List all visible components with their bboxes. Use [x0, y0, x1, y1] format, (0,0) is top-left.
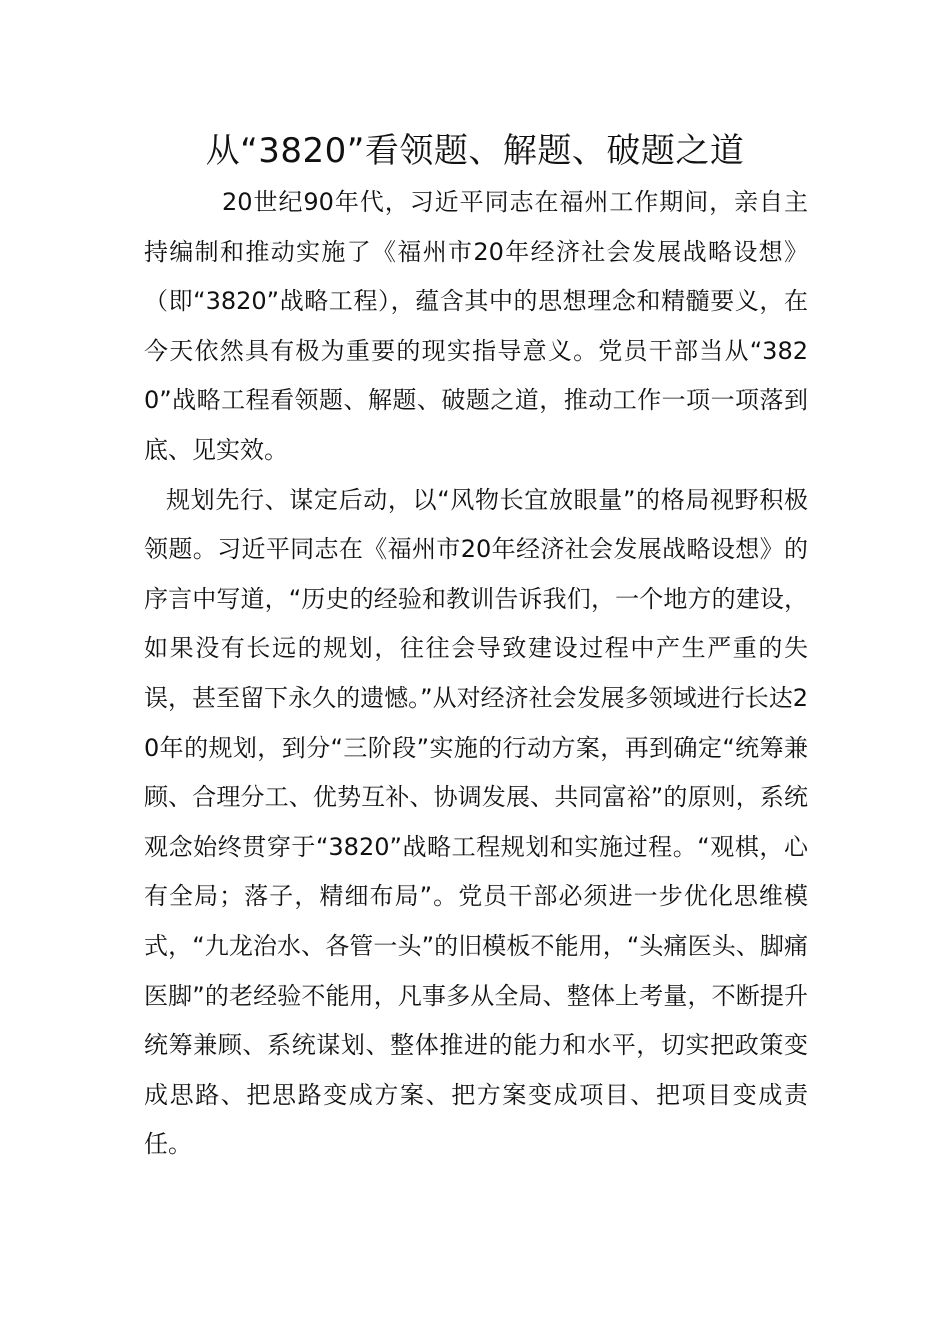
- document-body: [144, 178, 808, 1170]
- paragraph-intro: 20世纪90年代，习近平同志在福州工作期间，亲自主持编制和推动实施了《福州市20年经济社会发展战略设想》（即“3820”战略工程），蕴含其中的思想理念和精髓要义，在今天依然具有极为重要的现实指导意义。党员干部当从“3820”战略工程看领题、解题、破题之道，推动工作一项一项落到底、见实效。: [144, 188, 808, 464]
- document-title: 从“3820”看领题、解题、破题之道: [205, 131, 745, 171]
- paragraph-planning: 规划先行、谋定后动，以“风物长宜放眼量”的格局视野积极领题。习近平同志在《福州市20年经济社会发展战略设想》的序言中写道，“历史的经验和教训告诉我们，一个地方的建设，如果没有长远的规划，往往会导致建设过程中产生严重的失误，甚至留下永久的遗憾。”从对经济社会发展多领域进行长达20年的规划，到分“三阶段”实施的行动方案，再到确定“统筹兼顾、合理分工、优势互补、协调发展、共同富裕”的原则，系统观念始终贯穿于“3820”战略工程规划和实施过程。“观棋，心有全局；落子，精细布局”。党员干部必须进一步优化思维模式，“九龙治水、各管一头”的旧模板不能用，“头痛医头、脚痛医脚”的老经验不能用，凡事多从全局、整体上考量，不断提升统筹兼顾、系统谋划、整体推进的能力和水平，切实把政策变成思路、把思路变成方案、把方案变成项目、把项目变成责任。: [144, 485, 808, 1159]
